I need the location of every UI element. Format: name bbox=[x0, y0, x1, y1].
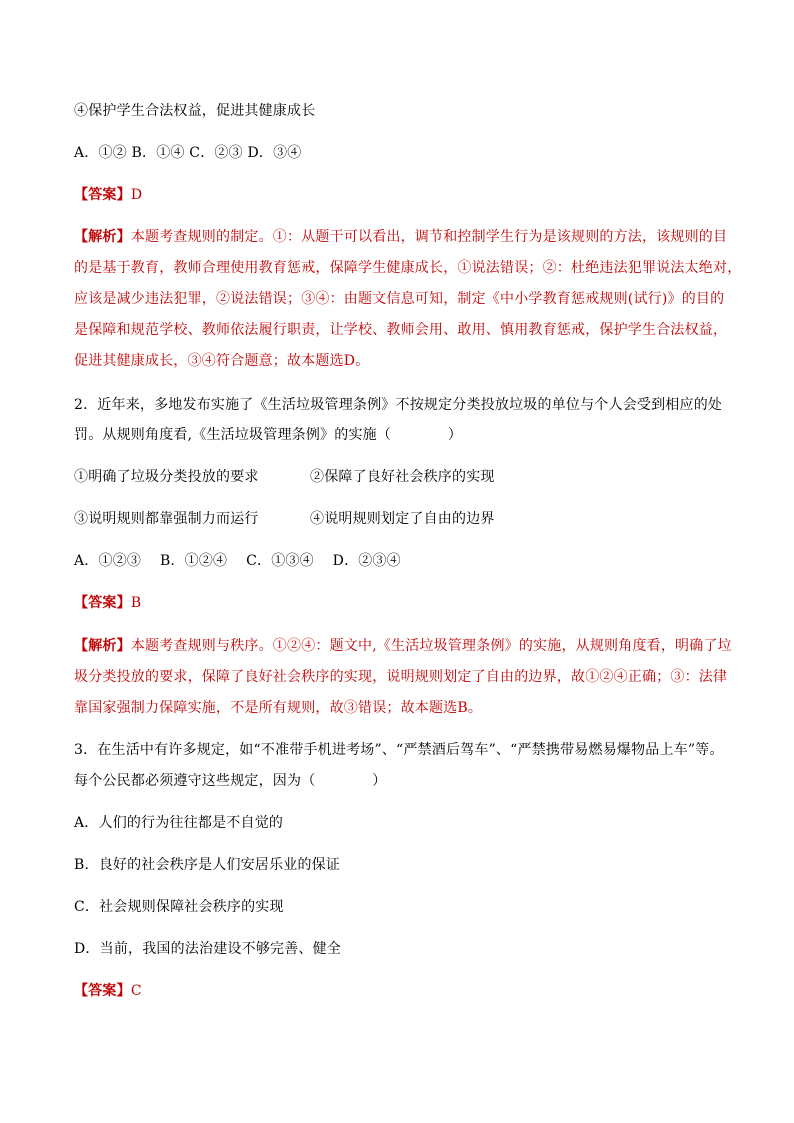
q3-stem-line-2: 每个公民都必须遵守这些规定，因为（ ） bbox=[74, 773, 387, 789]
q3-option-d: D．当前，我国的法治建设不够完善、健全 bbox=[74, 941, 342, 957]
analysis-label: 【解析】 bbox=[74, 229, 131, 245]
q3-answer bbox=[74, 981, 720, 1001]
q2-option-1: ①明确了垃圾分类投放的要求 bbox=[74, 469, 259, 485]
q2-analysis-line-3: 靠国家强制力保障实施，不是所有规则，故③错误；故本题选B。 bbox=[74, 700, 483, 716]
analysis-label: 【解析】 bbox=[74, 638, 131, 654]
q2-option-3: ③说明规则都靠强制力而运行 bbox=[74, 511, 259, 527]
q2-option-4: ④说明规则划定了自由的边界 bbox=[310, 511, 495, 527]
q1-analysis-line-4: 是保障和规范学校、教师依法履行职责，让学校、教师会用、敢用、慎用教育惩戒，保护学生合法权益， bbox=[74, 322, 728, 338]
q2-stem-line-1: 2．近年来，多地发布实施了《生活垃圾管理条例》不按规定分类投放垃圾的单位与个人会受到相应的处 bbox=[74, 397, 723, 413]
q3-option-a: A．人们的行为往往都是不自觉的 bbox=[74, 815, 284, 831]
answer-label: 【答案】 bbox=[74, 983, 131, 999]
answer-value: B bbox=[130, 595, 142, 611]
q1-analysis-line-3: 应该是减少违法犯罪，②说法错误；③④：由题文信息可知，制定《中小学教育惩戒规则(试行)》的目的 bbox=[74, 291, 725, 307]
q1-analysis-line-1 bbox=[74, 227, 728, 247]
answer-label: 【答案】 bbox=[74, 187, 131, 203]
q3-option-b: B．良好的社会秩序是人们安居乐业的保证 bbox=[74, 857, 341, 873]
q1-choices: A．①② B．①④ C．②③ D．③④ bbox=[74, 145, 302, 161]
analysis-text: 本题考查规则与秩序。①②④：题文中,《生活垃圾管理条例》的实施，从规则角度看，明确了垃 bbox=[130, 638, 732, 654]
answer-value: D bbox=[130, 187, 143, 203]
analysis-text: 本题考查规则的制定。①：从题干可以看出，调节和控制学生行为是该规则的方法，该规则的目 bbox=[130, 229, 728, 245]
q2-options-row-2 bbox=[74, 509, 720, 529]
q3-stem-line-1: 3．在生活中有许多规定，如“不准带手机进考场”、“严禁酒后驾车”、“严禁携带易燃易爆物品上车”等。 bbox=[74, 742, 724, 758]
q1-option-4: ④保护学生合法权益，促进其健康成长 bbox=[74, 103, 316, 119]
answer-value: C bbox=[130, 983, 142, 999]
q2-choices: A．①②③ B．①②④ C．①③④ D．②③④ bbox=[74, 553, 401, 569]
answer-label: 【答案】 bbox=[74, 595, 131, 611]
q1-analysis-line-5: 促进其健康成长，③④符合题意；故本题选D。 bbox=[74, 353, 370, 369]
q2-options-row-1 bbox=[74, 467, 720, 487]
q2-analysis-line-1 bbox=[74, 636, 732, 656]
q1-analysis-line-2: 的是基于教育，教师合理使用教育惩戒，保障学生健康成长，①说法错误；②：杜绝违法犯罪说法太绝对， bbox=[74, 260, 742, 276]
q2-stem-line-2: 罚。从规则角度看,《生活垃圾管理条例》的实施（ ） bbox=[74, 427, 463, 443]
q2-option-2: ②保障了良好社会秩序的实现 bbox=[310, 469, 495, 485]
q2-answer bbox=[74, 593, 720, 613]
q2-analysis-line-2: 圾分类投放的要求，保障了良好社会秩序的实现，说明规则划定了自由的边界，故①②④正确；③：法律 bbox=[74, 669, 728, 685]
q3-option-c: C．社会规则保障社会秩序的实现 bbox=[74, 899, 284, 915]
q1-answer bbox=[74, 185, 720, 205]
